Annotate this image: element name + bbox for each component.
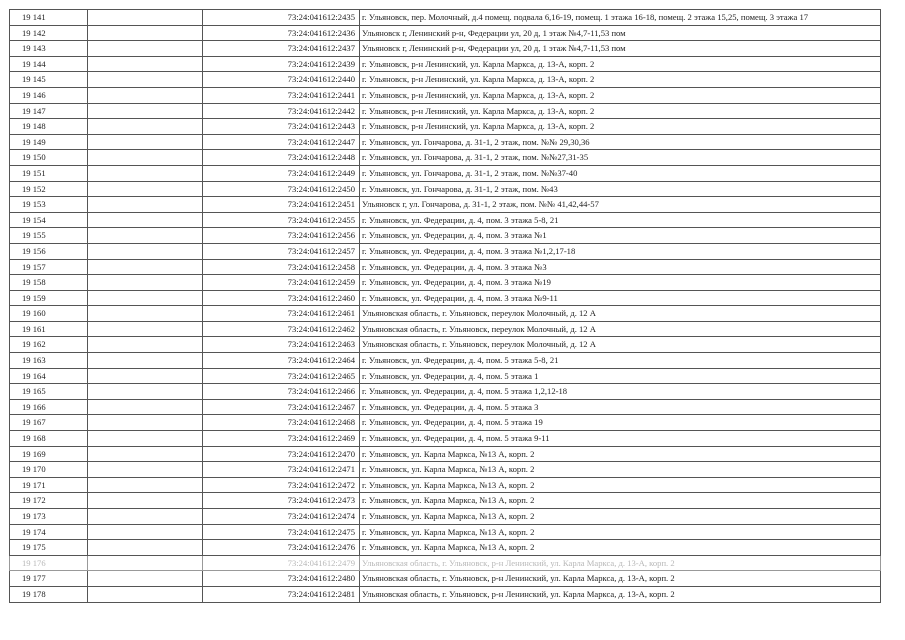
empty-cell <box>88 72 203 88</box>
row-number: 19 167 <box>10 415 88 431</box>
empty-cell <box>88 25 203 41</box>
empty-cell <box>88 321 203 337</box>
cadastral-number: 73:24:041612:2451 <box>203 197 360 213</box>
row-number: 19 155 <box>10 228 88 244</box>
empty-cell <box>88 509 203 525</box>
cadastral-number: 73:24:041612:2476 <box>203 540 360 556</box>
address: Ульяновск г, ул. Гончарова, д. 31-1, 2 этаж, пом. №№ 41,42,44-57 <box>360 197 881 213</box>
address: г. Ульяновск, ул. Федерации, д. 4, пом. 3 этажа №1,2,17-18 <box>360 243 881 259</box>
empty-cell <box>88 228 203 244</box>
address: г. Ульяновск, ул. Федерации, д. 4, пом. 3 этажа №1 <box>360 228 881 244</box>
table-row <box>10 275 881 291</box>
cadastral-number: 73:24:041612:2436 <box>203 25 360 41</box>
table-row <box>10 384 881 400</box>
row-number: 19 164 <box>10 368 88 384</box>
row-number: 19 151 <box>10 165 88 181</box>
table-row <box>10 509 881 525</box>
table-row <box>10 56 881 72</box>
table-row <box>10 493 881 509</box>
address: г. Ульяновск, ул. Гончарова, д. 31-1, 2 этаж, пом. №№ 29,30,36 <box>360 134 881 150</box>
empty-cell <box>88 119 203 135</box>
table-row <box>10 555 881 571</box>
address: г. Ульяновск, пер. Молочный, д.4 помещ. подвала 6,16-19, помещ. 1 этажа 16-18, помещ. 2 этажа 15,25, помещ. 3 этажа 17 <box>360 10 881 26</box>
address: г. Ульяновск, ул. Гончарова, д. 31-1, 2 этаж, пом. №№27,31-35 <box>360 150 881 166</box>
empty-cell <box>88 41 203 57</box>
cadastral-number: 73:24:041612:2479 <box>203 555 360 571</box>
table-row <box>10 415 881 431</box>
address: г. Ульяновск, ул. Карла Маркса, №13 А, корп. 2 <box>360 462 881 478</box>
table-row <box>10 103 881 119</box>
table-row <box>10 165 881 181</box>
row-number: 19 158 <box>10 275 88 291</box>
empty-cell <box>88 56 203 72</box>
table-body <box>10 10 881 603</box>
address: Ульяновская область, г. Ульяновск, переулок Молочный, д. 12 А <box>360 306 881 322</box>
address: Ульяновская область, г. Ульяновск, переулок Молочный, д. 12 А <box>360 321 881 337</box>
cadastral-number: 73:24:041612:2442 <box>203 103 360 119</box>
row-number: 19 169 <box>10 446 88 462</box>
cadastral-number: 73:24:041612:2472 <box>203 477 360 493</box>
empty-cell <box>88 212 203 228</box>
table-row <box>10 446 881 462</box>
address: Ульяновская область, г. Ульяновск, переулок Молочный, д. 12 А <box>360 337 881 353</box>
row-number: 19 163 <box>10 353 88 369</box>
empty-cell <box>88 87 203 103</box>
address: г. Ульяновск, ул. Гончарова, д. 31-1, 2 этаж, пом. №№37-40 <box>360 165 881 181</box>
cadastral-number: 73:24:041612:2437 <box>203 41 360 57</box>
row-number: 19 176 <box>10 555 88 571</box>
empty-cell <box>88 368 203 384</box>
table-row <box>10 41 881 57</box>
address: Ульяновская область, г. Ульяновск, р-н Ленинский, ул. Карла Маркса, д. 13-А, корп. 2 <box>360 555 881 571</box>
address: г. Ульяновск, ул. Федерации, д. 4, пом. 5 этажа 1,2,12-18 <box>360 384 881 400</box>
row-number: 19 168 <box>10 431 88 447</box>
address: г. Ульяновск, ул. Федерации, д. 4, пом. 3 этажа №3 <box>360 259 881 275</box>
address: г. Ульяновск, р-н Ленинский, ул. Карла Маркса, д. 13-А, корп. 2 <box>360 56 881 72</box>
cadastral-number: 73:24:041612:2470 <box>203 446 360 462</box>
table-row <box>10 228 881 244</box>
cadastral-number: 73:24:041612:2471 <box>203 462 360 478</box>
cadastral-number: 73:24:041612:2463 <box>203 337 360 353</box>
table-row <box>10 243 881 259</box>
table-row <box>10 337 881 353</box>
empty-cell <box>88 555 203 571</box>
address: Ульяновская область, г. Ульяновск, р-н Ленинский, ул. Карла Маркса, д. 13-А, корп. 2 <box>360 586 881 602</box>
table-row <box>10 431 881 447</box>
address: г. Ульяновск, р-н Ленинский, ул. Карла Маркса, д. 13-А, корп. 2 <box>360 103 881 119</box>
table-row <box>10 25 881 41</box>
empty-cell <box>88 540 203 556</box>
row-number: 19 173 <box>10 509 88 525</box>
address: г. Ульяновск, ул. Федерации, д. 4, пом. 5 этажа 9-11 <box>360 431 881 447</box>
cadastral-number: 73:24:041612:2456 <box>203 228 360 244</box>
empty-cell <box>88 150 203 166</box>
address: г. Ульяновск, ул. Карла Маркса, №13 А, корп. 2 <box>360 540 881 556</box>
row-number: 19 175 <box>10 540 88 556</box>
cadastral-number: 73:24:041612:2475 <box>203 524 360 540</box>
table-row <box>10 524 881 540</box>
cadastral-number: 73:24:041612:2464 <box>203 353 360 369</box>
empty-cell <box>88 165 203 181</box>
table-row <box>10 540 881 556</box>
table-row <box>10 181 881 197</box>
row-number: 19 142 <box>10 25 88 41</box>
cadastral-number: 73:24:041612:2440 <box>203 72 360 88</box>
address: г. Ульяновск, ул. Федерации, д. 4, пом. 5 этажа 19 <box>360 415 881 431</box>
address: г. Ульяновск, ул. Федерации, д. 4, пом. 5 этажа 5-8, 21 <box>360 353 881 369</box>
cadastral-number: 73:24:041612:2461 <box>203 306 360 322</box>
table-row <box>10 87 881 103</box>
row-number: 19 162 <box>10 337 88 353</box>
empty-cell <box>88 275 203 291</box>
table-row <box>10 134 881 150</box>
table-row <box>10 72 881 88</box>
row-number: 19 157 <box>10 259 88 275</box>
table-row <box>10 368 881 384</box>
empty-cell <box>88 10 203 26</box>
row-number: 19 172 <box>10 493 88 509</box>
address: г. Ульяновск, ул. Федерации, д. 4, пом. 3 этажа 5-8, 21 <box>360 212 881 228</box>
row-number: 19 159 <box>10 290 88 306</box>
cadastral-number: 73:24:041612:2460 <box>203 290 360 306</box>
empty-cell <box>88 134 203 150</box>
empty-cell <box>88 586 203 602</box>
row-number: 19 156 <box>10 243 88 259</box>
cadastral-number: 73:24:041612:2465 <box>203 368 360 384</box>
table-row <box>10 212 881 228</box>
empty-cell <box>88 337 203 353</box>
row-number: 19 174 <box>10 524 88 540</box>
cadastral-number: 73:24:041612:2448 <box>203 150 360 166</box>
cadastral-number: 73:24:041612:2467 <box>203 399 360 415</box>
cadastral-number: 73:24:041612:2435 <box>203 10 360 26</box>
cadastral-number: 73:24:041612:2469 <box>203 431 360 447</box>
cadastral-number: 73:24:041612:2480 <box>203 571 360 587</box>
cadastral-number: 73:24:041612:2458 <box>203 259 360 275</box>
table-row <box>10 150 881 166</box>
address: г. Ульяновск, ул. Карла Маркса, №13 А, корп. 2 <box>360 493 881 509</box>
address: г. Ульяновск, ул. Федерации, д. 4, пом. 5 этажа 3 <box>360 399 881 415</box>
row-number: 19 149 <box>10 134 88 150</box>
empty-cell <box>88 477 203 493</box>
row-number: 19 165 <box>10 384 88 400</box>
table-row <box>10 10 881 26</box>
row-number: 19 150 <box>10 150 88 166</box>
row-number: 19 177 <box>10 571 88 587</box>
table-row <box>10 477 881 493</box>
table-row <box>10 321 881 337</box>
row-number: 19 144 <box>10 56 88 72</box>
table-row <box>10 197 881 213</box>
address: г. Ульяновск, ул. Гончарова, д. 31-1, 2 этаж, пом. №43 <box>360 181 881 197</box>
row-number: 19 147 <box>10 103 88 119</box>
row-number: 19 145 <box>10 72 88 88</box>
empty-cell <box>88 103 203 119</box>
empty-cell <box>88 290 203 306</box>
empty-cell <box>88 384 203 400</box>
cadastral-number: 73:24:041612:2459 <box>203 275 360 291</box>
empty-cell <box>88 353 203 369</box>
table-row <box>10 586 881 602</box>
address: г. Ульяновск, ул. Федерации, д. 4, пом. 5 этажа 1 <box>360 368 881 384</box>
empty-cell <box>88 306 203 322</box>
row-number: 19 143 <box>10 41 88 57</box>
row-number: 19 170 <box>10 462 88 478</box>
cadastral-number: 73:24:041612:2443 <box>203 119 360 135</box>
address: г. Ульяновск, ул. Карла Маркса, №13 А, корп. 2 <box>360 477 881 493</box>
empty-cell <box>88 399 203 415</box>
row-number: 19 178 <box>10 586 88 602</box>
row-number: 19 154 <box>10 212 88 228</box>
cadastral-number: 73:24:041612:2450 <box>203 181 360 197</box>
empty-cell <box>88 197 203 213</box>
cadastral-number: 73:24:041612:2474 <box>203 509 360 525</box>
address: г. Ульяновск, ул. Федерации, д. 4, пом. 3 этажа №9-11 <box>360 290 881 306</box>
empty-cell <box>88 415 203 431</box>
row-number: 19 148 <box>10 119 88 135</box>
cadastral-number: 73:24:041612:2466 <box>203 384 360 400</box>
empty-cell <box>88 493 203 509</box>
table-row <box>10 571 881 587</box>
address: г. Ульяновск, ул. Карла Маркса, №13 А, корп. 2 <box>360 446 881 462</box>
address: г. Ульяновск, р-н Ленинский, ул. Карла Маркса, д. 13-А, корп. 2 <box>360 119 881 135</box>
row-number: 19 171 <box>10 477 88 493</box>
cadastral-number: 73:24:041612:2449 <box>203 165 360 181</box>
address: Ульяновск г, Ленинский р-н, Федерации ул, 20 д, 1 этаж №4,7-11,53 пом <box>360 25 881 41</box>
row-number: 19 160 <box>10 306 88 322</box>
row-number: 19 161 <box>10 321 88 337</box>
cadastral-number: 73:24:041612:2473 <box>203 493 360 509</box>
address: Ульяновская область, г. Ульяновск, р-н Ленинский, ул. Карла Маркса, д. 13-А, корп. 2 <box>360 571 881 587</box>
table-row <box>10 290 881 306</box>
table-row <box>10 119 881 135</box>
row-number: 19 153 <box>10 197 88 213</box>
address: г. Ульяновск, ул. Карла Маркса, №13 А, корп. 2 <box>360 524 881 540</box>
empty-cell <box>88 243 203 259</box>
row-number: 19 141 <box>10 10 88 26</box>
row-number: 19 152 <box>10 181 88 197</box>
property-register-table <box>9 9 881 603</box>
empty-cell <box>88 446 203 462</box>
cadastral-number: 73:24:041612:2457 <box>203 243 360 259</box>
address: Ульяновск г, Ленинский р-н, Федерации ул, 20 д, 1 этаж №4,7-11,53 пом <box>360 41 881 57</box>
table-row <box>10 353 881 369</box>
table-row <box>10 462 881 478</box>
cadastral-number: 73:24:041612:2481 <box>203 586 360 602</box>
empty-cell <box>88 571 203 587</box>
empty-cell <box>88 181 203 197</box>
empty-cell <box>88 462 203 478</box>
table-row <box>10 259 881 275</box>
empty-cell <box>88 259 203 275</box>
cadastral-number: 73:24:041612:2468 <box>203 415 360 431</box>
address: г. Ульяновск, р-н Ленинский, ул. Карла Маркса, д. 13-А, корп. 2 <box>360 87 881 103</box>
row-number: 19 166 <box>10 399 88 415</box>
table-row <box>10 399 881 415</box>
empty-cell <box>88 431 203 447</box>
cadastral-number: 73:24:041612:2441 <box>203 87 360 103</box>
cadastral-number: 73:24:041612:2447 <box>203 134 360 150</box>
table-row <box>10 306 881 322</box>
address: г. Ульяновск, ул. Федерации, д. 4, пом. 3 этажа №19 <box>360 275 881 291</box>
row-number: 19 146 <box>10 87 88 103</box>
cadastral-number: 73:24:041612:2439 <box>203 56 360 72</box>
cadastral-number: 73:24:041612:2462 <box>203 321 360 337</box>
empty-cell <box>88 524 203 540</box>
cadastral-number: 73:24:041612:2455 <box>203 212 360 228</box>
address: г. Ульяновск, р-н Ленинский, ул. Карла Маркса, д. 13-А, корп. 2 <box>360 72 881 88</box>
address: г. Ульяновск, ул. Карла Маркса, №13 А, корп. 2 <box>360 509 881 525</box>
